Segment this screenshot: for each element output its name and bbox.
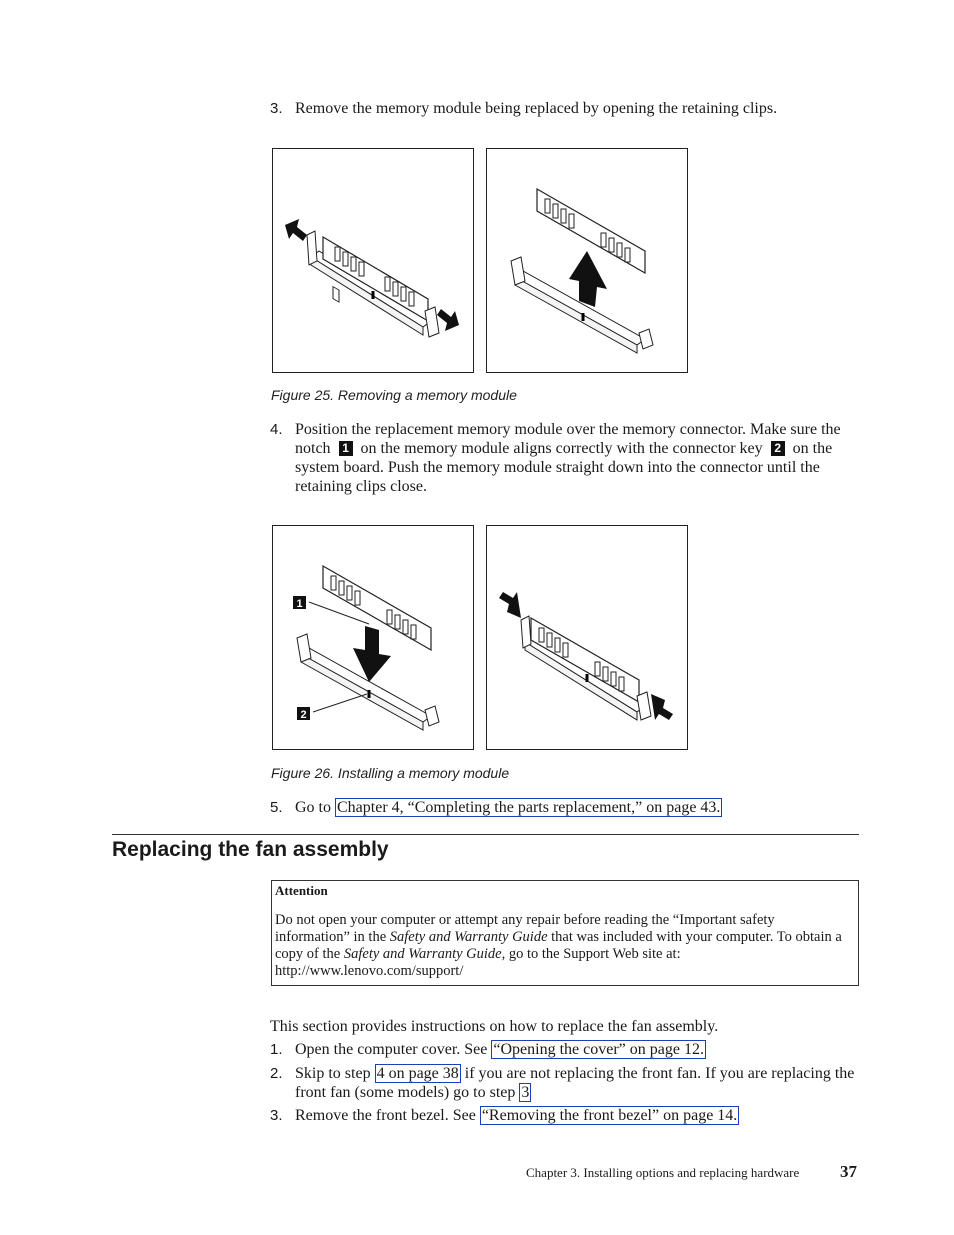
step-text	[295, 420, 855, 496]
callout-label-1: 1	[296, 598, 303, 610]
step-text-part: Go to	[295, 799, 331, 816]
memory-insert-illustration	[273, 526, 473, 749]
figure-26-right-image	[486, 525, 688, 750]
section-rule	[112, 834, 859, 835]
attention-emphasis: Safety and Warranty Guide	[343, 946, 502, 962]
step-number: 1.	[270, 1041, 283, 1058]
step-number: 3.	[270, 1107, 283, 1124]
attention-text: Do not open your computer or attempt any repair before reading the “Important safety information” in the	[275, 912, 775, 945]
memory-clips-close-illustration	[487, 526, 687, 749]
figure-25-caption: Figure 25. Removing a memory module	[271, 387, 517, 403]
attention-text: , go to the Support Web site at: http://www.lenovo.com/support/	[275, 946, 681, 979]
step-4-page-38-link[interactable]: 4 on page 38	[376, 1065, 459, 1082]
chapter-4-link[interactable]: Chapter 4, “Completing the parts replacement,” on page 43.	[337, 799, 721, 816]
figure-26-caption: Figure 26. Installing a memory module	[271, 765, 510, 781]
callout-label-2: 2	[300, 709, 307, 721]
step-text-part: Skip to step	[295, 1065, 371, 1082]
figure-26-left-image	[272, 525, 474, 750]
step-text	[295, 1064, 855, 1102]
removing-front-bezel-link[interactable]: “Removing the front bezel” on page 14.	[481, 1107, 738, 1124]
section-intro: This section provides instructions on how to replace the fan assembly.	[270, 1018, 719, 1035]
step-text-part: if you are not replacing the front fan. If you are replacing the front fan (some models) go to step	[295, 1065, 855, 1101]
section-heading: Replacing the fan assembly	[112, 838, 389, 861]
step-text: Remove the memory module being replaced by opening the retaining clips.	[295, 100, 778, 117]
step-3-link[interactable]: 3	[521, 1084, 530, 1101]
step-text-part: on the memory module aligns correctly with the connector key	[360, 440, 763, 457]
step-text	[295, 1040, 855, 1059]
step-text-part: Remove the front bezel. See	[295, 1107, 476, 1124]
step-number: 4.	[270, 421, 283, 438]
figure-25-left-image	[272, 148, 474, 373]
step-text	[295, 1106, 855, 1125]
step-text-part: Position the replacement memory module over the memory connector. Make sure the notch	[295, 421, 841, 457]
step-text-part: Open the computer cover. See	[295, 1041, 488, 1058]
figure-25-right-image	[486, 148, 688, 373]
attention-body	[275, 912, 850, 980]
callout-badge-1: 1	[339, 441, 353, 456]
page-number: 37	[840, 1162, 857, 1181]
attention-box	[271, 880, 859, 986]
step-text	[295, 798, 855, 817]
step-number: 3.	[270, 100, 283, 117]
step-number: 2.	[270, 1065, 283, 1082]
step-text-part: on the system board. Push the memory module straight down into the connector until the retaining clips close.	[295, 440, 833, 495]
callout-badge-2: 2	[771, 441, 785, 456]
footer-chapter: Chapter 3. Installing options and replacing hardware	[526, 1165, 800, 1180]
memory-clips-open-illustration	[273, 149, 473, 372]
attention-text: that was included with your computer. To obtain a copy of the	[275, 929, 842, 962]
attention-title: Attention	[275, 883, 328, 898]
step-number: 5.	[270, 799, 283, 816]
memory-lift-out-illustration	[487, 149, 687, 372]
opening-cover-link[interactable]: “Opening the cover” on page 12.	[493, 1041, 704, 1058]
attention-emphasis: Safety and Warranty Guide	[389, 929, 548, 945]
